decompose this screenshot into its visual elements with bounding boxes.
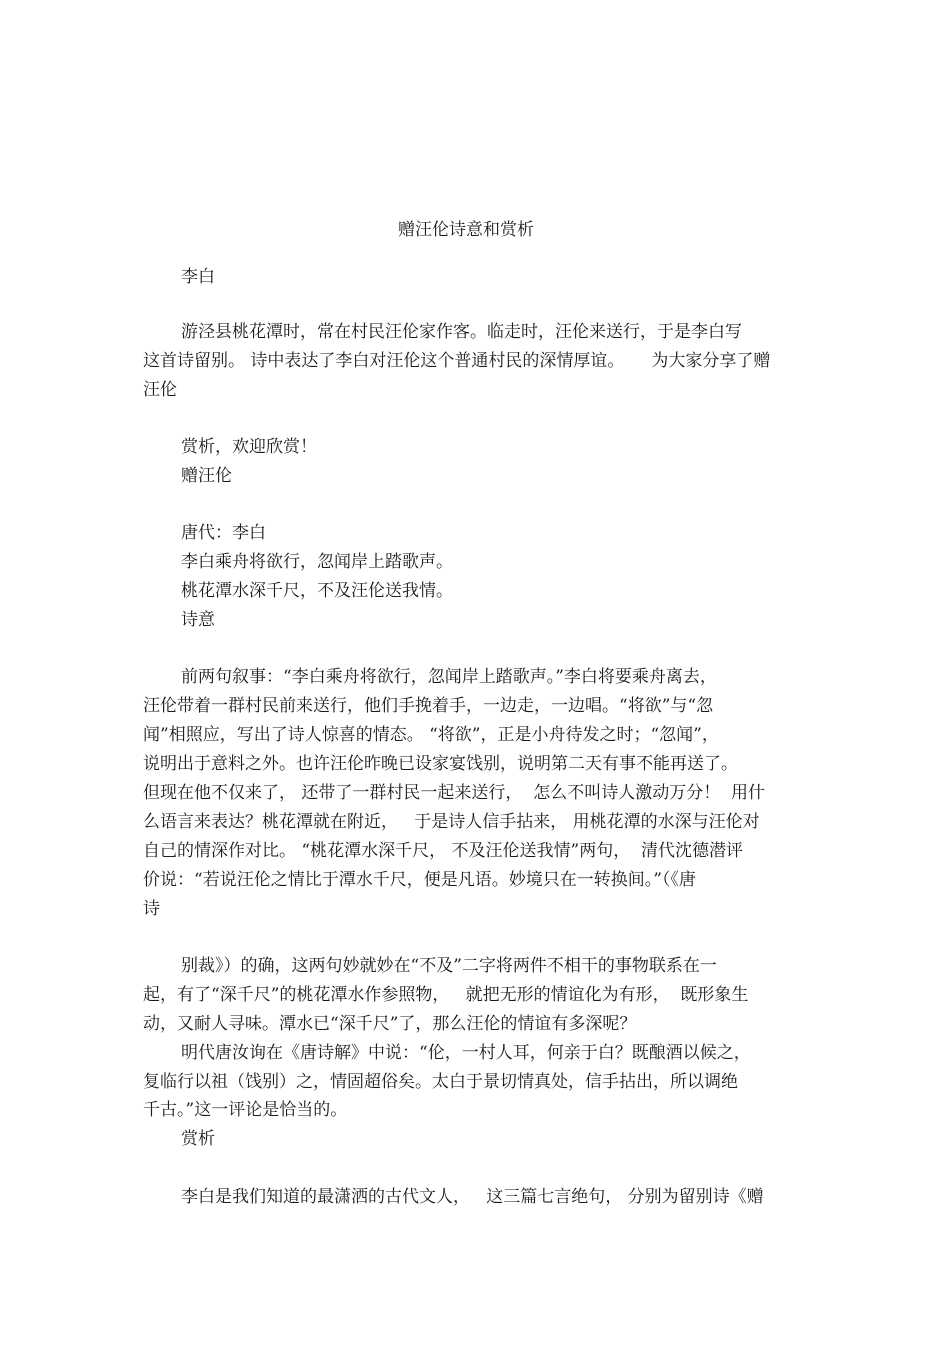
poem-line: 李白乘舟将欲行，忽闻岸上踏歌声。 <box>181 552 453 572</box>
poem-line: 桃花潭水深千尺，不及汪伦送我情。 <box>181 581 453 601</box>
author-line: 李白 <box>181 267 215 287</box>
meaning-line: 价说：“若说汪伦之情比于潭水千尺，便是凡语。妙境只在一转换间。”（《唐 <box>143 870 696 890</box>
poem-dynasty-author: 唐代：李白 <box>181 523 266 543</box>
meaning-line: 别裁》）的确，这两句妙就妙在“不及”二字将两件不相干的事物联系在一 <box>181 956 717 976</box>
intro-line: 这首诗留别。 诗中表达了李白对汪伦这个普通村民的深情厚谊。 为大家分享了赠 <box>143 351 771 371</box>
meaning-line: 汪伦带着一群村民前来送行，他们手挽着手，一边走，一边唱。“将欲”与“忽 <box>143 696 714 716</box>
appreciation-line: 李白是我们知道的最潇洒的古代文人， 这三篇七言绝句， 分别为留别诗《赠 <box>181 1187 764 1207</box>
meaning-line: 动，又耐人寻味。潭水已“深千尺”了，那么汪伦的情谊有多深呢？ <box>143 1014 637 1034</box>
meaning-line: 么语言来表达？桃花潭就在附近， 于是诗人信手拈来， 用桃花潭的水深与汪伦对 <box>143 812 760 832</box>
document-title: 赠汪伦诗意和赏析 <box>398 220 534 240</box>
meaning-heading: 诗意 <box>181 610 215 630</box>
meaning-line: 诗 <box>143 899 160 919</box>
poem-title: 赠汪伦 <box>181 466 232 486</box>
meaning-line: 明代唐汝询在《唐诗解》中说：“伦，一村人耳，何亲于白？既酿酒以候之， <box>181 1043 751 1063</box>
meaning-line: 自己的情深作对比。 “桃花潭水深千尺， 不及汪伦送我情”两句， 清代沈德潜评 <box>143 841 743 861</box>
appreciation-heading: 赏析 <box>181 1129 215 1149</box>
meaning-line: 前两句叙事：“李白乘舟将欲行，忽闻岸上踏歌声。”李白将要乘舟离去， <box>181 667 717 687</box>
meaning-line: 但现在他不仅来了， 还带了一群村民一起来送行， 怎么不叫诗人激动万分！ 用什 <box>143 783 766 803</box>
meaning-line: 说明出于意料之外。也许汪伦昨晚已设家宴饯别，说明第二天有事不能再送了。 <box>143 754 738 774</box>
meaning-line: 千古。”这一评论是恰当的。 <box>143 1100 348 1120</box>
intro-line: 汪伦 <box>143 380 177 400</box>
intro-line: 游泾县桃花潭时，常在村民汪伦家作客。临走时，汪伦来送行，于是李白写 <box>181 322 742 342</box>
intro-line: 赏析，欢迎欣赏！ <box>181 437 317 457</box>
meaning-line: 闻”相照应，写出了诗人惊喜的情态。 “将欲”，正是小舟待发之时；“忽闻”， <box>143 725 719 745</box>
meaning-line: 起，有了“深千尺”的桃花潭水作参照物， 就把无形的情谊化为有形， 既形象生 <box>143 985 749 1005</box>
meaning-line: 复临行以祖（饯别）之，情固超俗矣。太白于景切情真处，信手拈出，所以调绝 <box>143 1072 738 1092</box>
